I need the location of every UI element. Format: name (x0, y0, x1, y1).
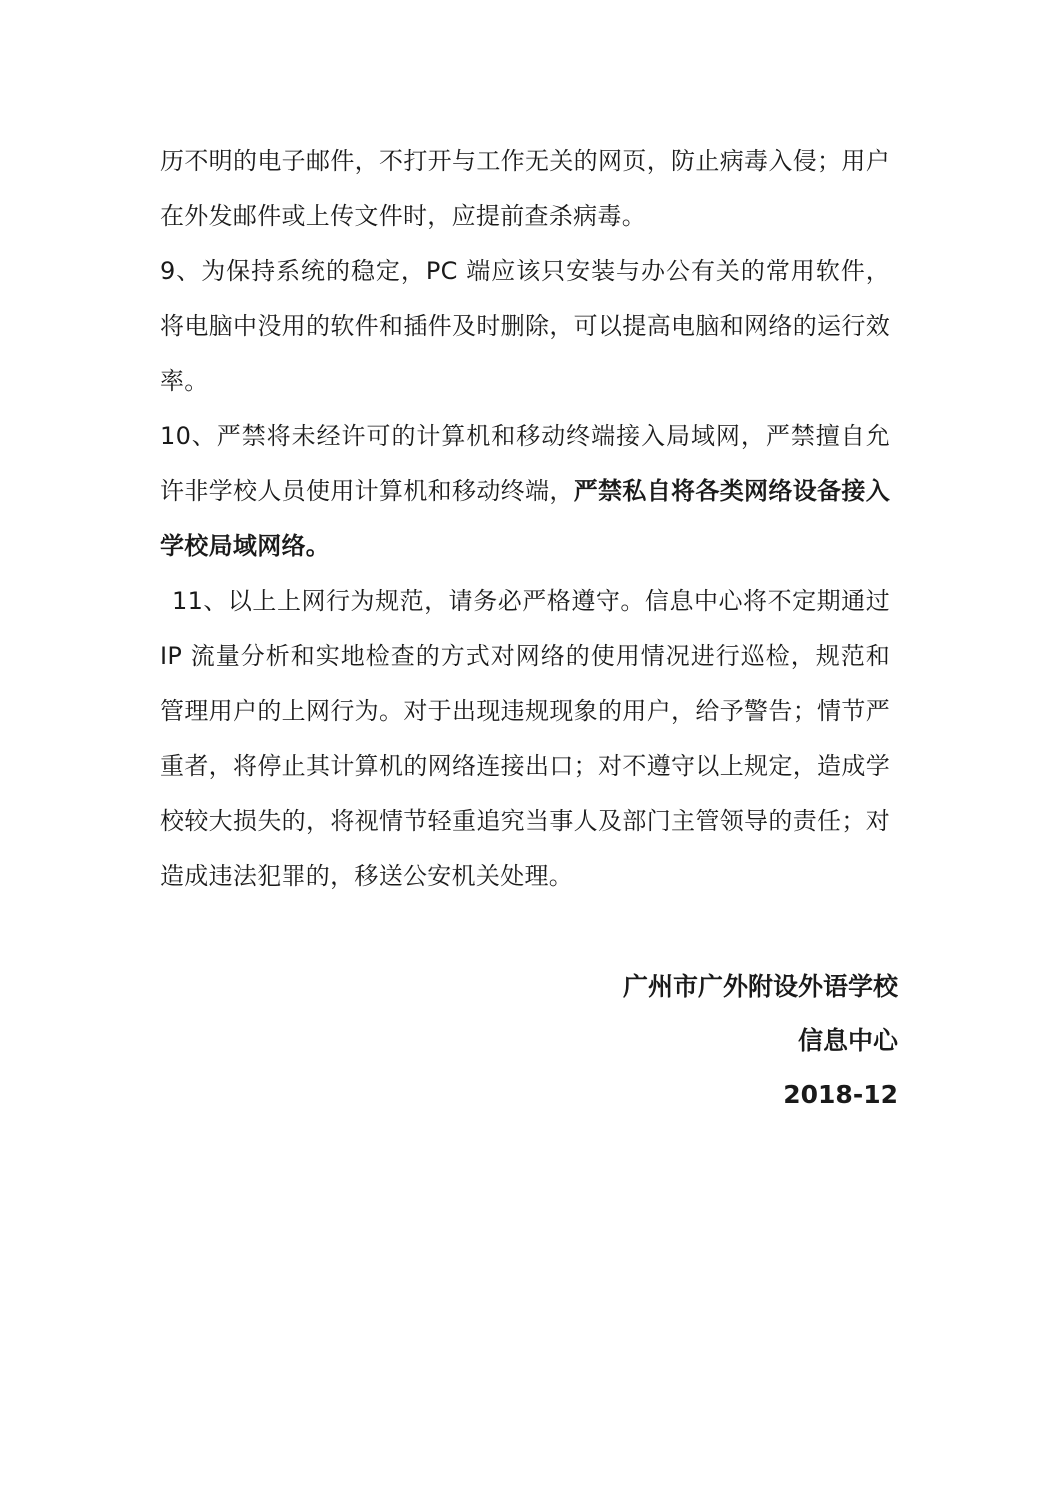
paragraph-text: 历不明的电子邮件，不打开与工作无关的网页，防止病毒入侵；用户在外发邮件或上传文件时，应提前查杀病毒。 (160, 147, 890, 230)
paragraph-text: 9、为保持系统的稳定，PC 端应该只安装与办公有关的常用软件，将电脑中没用的软件和插件及时删除，可以提高电脑和网络的运行效率。 (160, 257, 890, 395)
paragraph-item-9 (160, 244, 890, 409)
signature-date: 2018-12 (783, 1080, 898, 1109)
signature-organization: 广州市广外附设外语学校 (622, 972, 898, 1001)
paragraph-item-11 (160, 574, 890, 904)
paragraph-bold-text: 严禁私自将各类网络设备接入学校局域网络。 (160, 477, 890, 560)
signature-block (623, 960, 898, 1122)
paragraph-text: 11、以上上网行为规范，请务必严格遵守。信息中心将不定期通过 IP 流量分析和实地检查的方式对网络的使用情况进行巡检，规范和管理用户的上网行为。对于出现违规现象的用户，给予警告；情节严重者，将停止其计算机的网络连接出口；对不遵守以上规定，造成学校较大损失的，将视情节轻重追究当事人及部门主管领导的责任；对造成违法犯罪的，移送公安机关处理。 (160, 587, 890, 890)
document-body (160, 134, 890, 904)
signature-department: 信息中心 (797, 1026, 898, 1055)
paragraph-text: 10、严禁将未经许可的计算机和移动终端接入局域网，严禁擅自允许非学校人员使用计算机和移动终端， (160, 422, 890, 505)
paragraph-item-10 (160, 409, 890, 574)
paragraph-virus-prevention (160, 134, 890, 244)
